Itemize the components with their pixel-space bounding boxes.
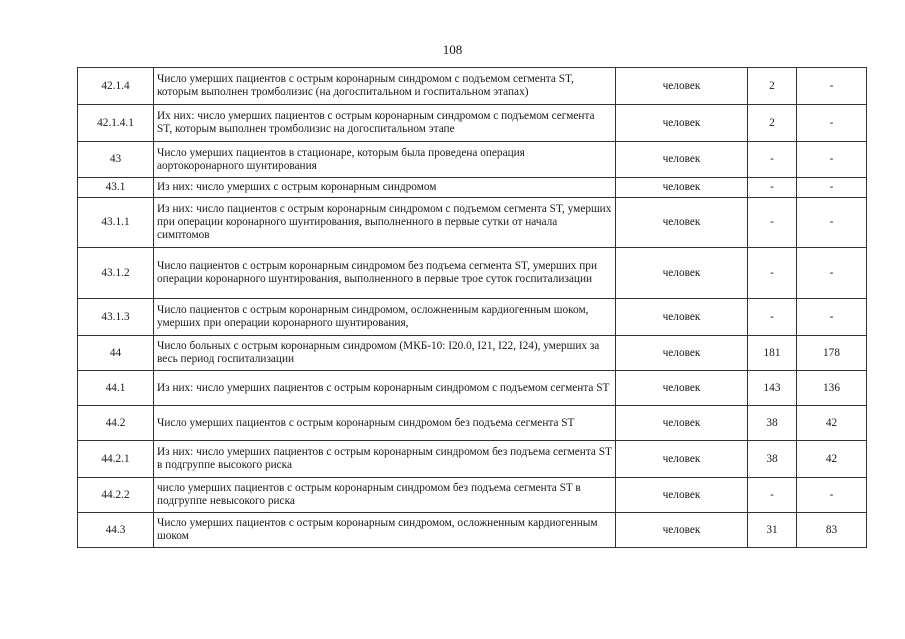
table-row: [78, 441, 867, 478]
row-description: Из них: число умерших пациентов с острым коронарным синдромом с подъемом сегмента ST: [154, 371, 616, 406]
table-row: [78, 178, 867, 198]
statistics-table: [77, 67, 867, 548]
row-value-1: -: [748, 142, 797, 178]
row-unit: человек: [616, 68, 748, 105]
row-unit: человек: [616, 178, 748, 198]
row-value-2: 83: [797, 513, 867, 548]
page-number: 108: [442, 42, 463, 57]
row-description: Число больных с острым коронарным синдромом (МКБ-10: I20.0, I21, I22, I24), умерших за весь период госпитализации: [154, 336, 616, 371]
row-description: Число умерших пациентов с острым коронарным синдромом, осложненным кардиогенным шоком: [154, 513, 616, 548]
row-value-1: 2: [748, 105, 797, 142]
table-row: [78, 68, 867, 105]
row-unit: человек: [616, 299, 748, 336]
row-value-1: -: [748, 478, 797, 513]
row-unit: человек: [616, 142, 748, 178]
row-value-1: 181: [748, 336, 797, 371]
row-unit: человек: [616, 198, 748, 248]
row-value-1: 143: [748, 371, 797, 406]
row-value-2: -: [797, 142, 867, 178]
row-description: Их них: число умерших пациентов с острым коронарным синдромом с подъемом сегмента ST, которым выполнен тромболизис на догоспитальном этапе: [154, 105, 616, 142]
row-unit: человек: [616, 336, 748, 371]
row-unit: человек: [616, 105, 748, 142]
row-value-2: 178: [797, 336, 867, 371]
table-row: [78, 248, 867, 299]
row-value-1: -: [748, 248, 797, 299]
row-number: 44.2.2: [78, 478, 154, 513]
row-number: 44.1: [78, 371, 154, 406]
row-unit: человек: [616, 513, 748, 548]
row-number: 44.2: [78, 406, 154, 441]
row-description: Число пациентов с острым коронарным синдромом, осложненным кардиогенным шоком, умерших при операции коронарного шунтирования,: [154, 299, 616, 336]
row-value-1: 38: [748, 406, 797, 441]
row-description: Число пациентов с острым коронарным синдромом без подъема сегмента ST, умерших при операции коронарного шунтирования, выполненного в первые трое суток госпитализации: [154, 248, 616, 299]
table-row: [78, 513, 867, 548]
row-value-1: -: [748, 299, 797, 336]
row-number: 42.1.4.1: [78, 105, 154, 142]
row-unit: человек: [616, 371, 748, 406]
row-value-2: -: [797, 105, 867, 142]
row-unit: человек: [616, 441, 748, 478]
row-number: 43.1.1: [78, 198, 154, 248]
row-description: Из них: число умерших с острым коронарным синдромом: [154, 178, 616, 198]
row-unit: человек: [616, 478, 748, 513]
table-row: [78, 105, 867, 142]
row-value-2: 42: [797, 441, 867, 478]
row-number: 43: [78, 142, 154, 178]
table-row: [78, 371, 867, 406]
table-row: [78, 406, 867, 441]
row-value-1: 2: [748, 68, 797, 105]
row-number: 43.1.2: [78, 248, 154, 299]
row-value-2: -: [797, 248, 867, 299]
row-number: 44: [78, 336, 154, 371]
row-number: 44.2.1: [78, 441, 154, 478]
table-row: [78, 478, 867, 513]
row-description: Число умерших пациентов с острым коронарным синдромом с подъемом сегмента ST, которым выполнен тромболизис (на догоспитальном и госпитальном этапах): [154, 68, 616, 105]
table-row: [78, 336, 867, 371]
row-value-2: 136: [797, 371, 867, 406]
row-value-2: -: [797, 299, 867, 336]
row-value-2: -: [797, 478, 867, 513]
row-value-1: -: [748, 178, 797, 198]
row-number: 42.1.4: [78, 68, 154, 105]
row-value-2: -: [797, 178, 867, 198]
row-unit: человек: [616, 248, 748, 299]
row-value-2: 42: [797, 406, 867, 441]
row-value-1: -: [748, 198, 797, 248]
row-value-2: -: [797, 198, 867, 248]
row-description: Число умерших пациентов с острым коронарным синдромом без подъема сегмента ST: [154, 406, 616, 441]
table-row: [78, 299, 867, 336]
row-description: Из них: число пациентов с острым коронарным синдромом с подъемом сегмента ST, умерших при операции коронарного шунтирования, выполненного в первые сутки от начала симптомов: [154, 198, 616, 248]
row-number: 44.3: [78, 513, 154, 548]
row-description: число умерших пациентов с острым коронарным синдромом без подъема сегмента ST в подгруппе невысокого риска: [154, 478, 616, 513]
row-number: 43.1.3: [78, 299, 154, 336]
row-value-1: 31: [748, 513, 797, 548]
row-value-2: -: [797, 68, 867, 105]
row-value-1: 38: [748, 441, 797, 478]
row-description: Число умерших пациентов в стационаре, которым была проведена операция аортокоронарного шунтирования: [154, 142, 616, 178]
row-number: 43.1: [78, 178, 154, 198]
table-row: [78, 142, 867, 178]
row-unit: человек: [616, 406, 748, 441]
row-description: Из них: число умерших пациентов с острым коронарным синдромом без подъема сегмента ST в подгруппе высокого риска: [154, 441, 616, 478]
table-row: [78, 198, 867, 248]
